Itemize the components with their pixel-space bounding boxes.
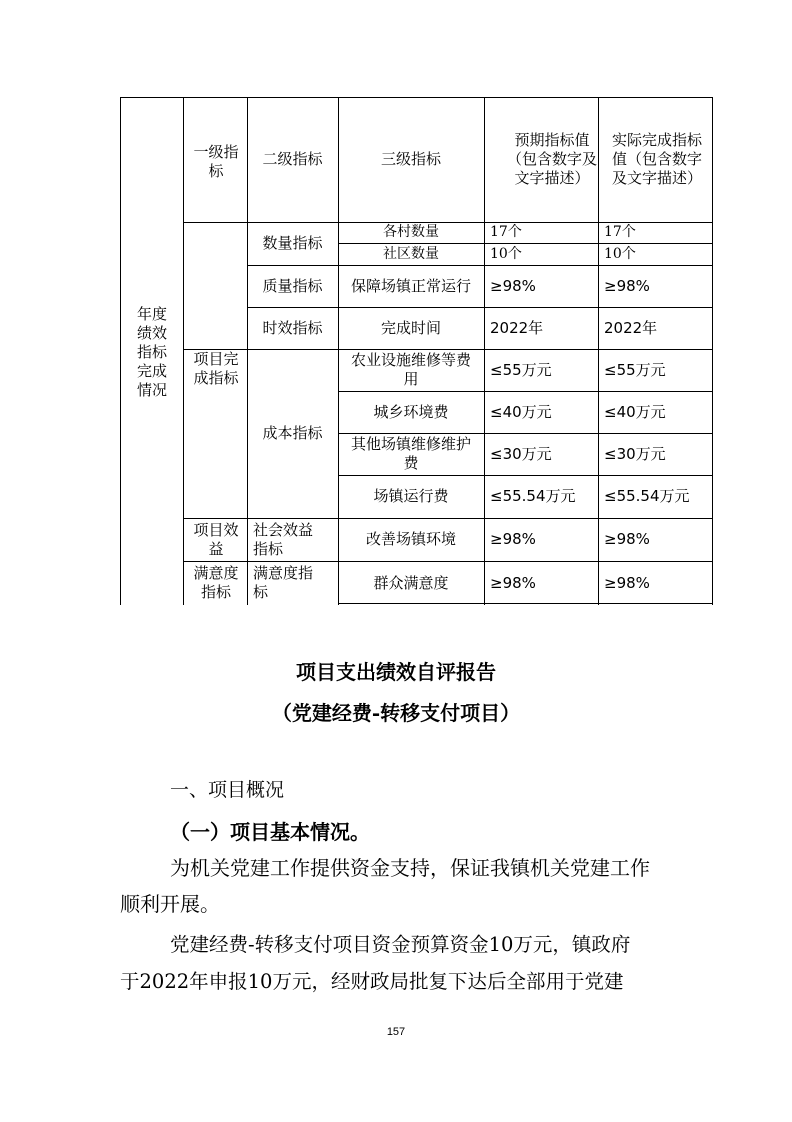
row-l3: 社区数量 [383,245,439,262]
level2-timeliness: 时效指标 [262,318,323,337]
row-expected: ≥98% [490,276,536,295]
level2-social: 社会效益指标 [253,520,314,558]
level2-quality: 质量指标 [262,276,323,295]
section-heading: 一、项目概况 [170,779,285,801]
row-label: 年度绩效指标完成情况 [136,304,167,399]
row-expected: ≤55万元 [490,360,552,379]
level2-cost: 成本指标 [262,424,323,442]
performance-table [120,97,713,605]
row-l3: 各村数量 [383,224,439,240]
row-l3: 农业设施维修等费用 [350,351,471,388]
row-actual: ≥98% [604,276,650,295]
row-l3: 其他场镇维修维护费 [350,435,471,472]
page-number: 157 [386,1026,406,1038]
paragraph-line: 党建经费-转移支付项目资金预算资金10万元，镇政府 [170,933,631,956]
row-l3: 改善场镇环境 [365,530,456,548]
row-l3: 保障场镇正常运行 [350,276,471,295]
row-l3: 场镇运行费 [373,487,449,505]
report-title: 项目支出绩效自评报告 [296,660,496,684]
header-level2: 二级指标 [262,150,323,168]
row-expected: ≥98% [490,530,536,548]
header-expected: 预期指标值（包含数字及文字描述） [506,131,597,187]
row-expected: 17个 [490,224,522,240]
row-l3: 城乡环境费 [373,402,449,421]
level2-quantity: 数量指标 [262,234,323,252]
row-expected: ≤40万元 [490,402,552,421]
paragraph-line: 于2022年申报10万元，经财政局批复下达后全部用于党建 [120,970,624,993]
level1-satisfaction: 满意度指标 [193,564,239,601]
row-expected: 10个 [490,245,522,262]
subsection-heading: （一）项目基本情况。 [170,820,370,844]
header-level1: 一级指标 [193,143,239,180]
row-expected: 2022年 [490,318,544,337]
report-subtitle: （党建经费-转移支付项目） [271,701,521,725]
row-actual: ≤40万元 [604,402,666,421]
row-actual: 2022年 [604,318,658,337]
row-actual: ≤55万元 [604,360,666,379]
row-actual: ≥98% [604,530,650,548]
row-l3: 群众满意度 [373,573,449,592]
row-expected: ≤30万元 [490,444,552,463]
header-level3: 三级指标 [380,150,441,168]
level1-benefit: 项目效益 [193,520,239,558]
row-actual: ≥98% [604,573,650,592]
row-expected: ≤55.54万元 [490,487,576,505]
paragraph-line: 为机关党建工作提供资金支持，保证我镇机关党建工作 [170,856,650,880]
row-actual: 17个 [604,224,636,240]
row-actual: ≤30万元 [604,444,666,463]
row-actual: 10个 [604,245,636,262]
level2-satisfaction: 满意度指标 [253,564,314,601]
header-actual: 实际完成指标值（包含数字及文字描述） [611,131,702,187]
level1-completion: 项目完成指标 [193,350,239,387]
row-l3: 完成时间 [380,318,441,337]
row-actual: ≤55.54万元 [604,487,690,505]
row-expected: ≥98% [490,573,536,592]
paragraph-line: 顺利开展。 [120,892,220,916]
